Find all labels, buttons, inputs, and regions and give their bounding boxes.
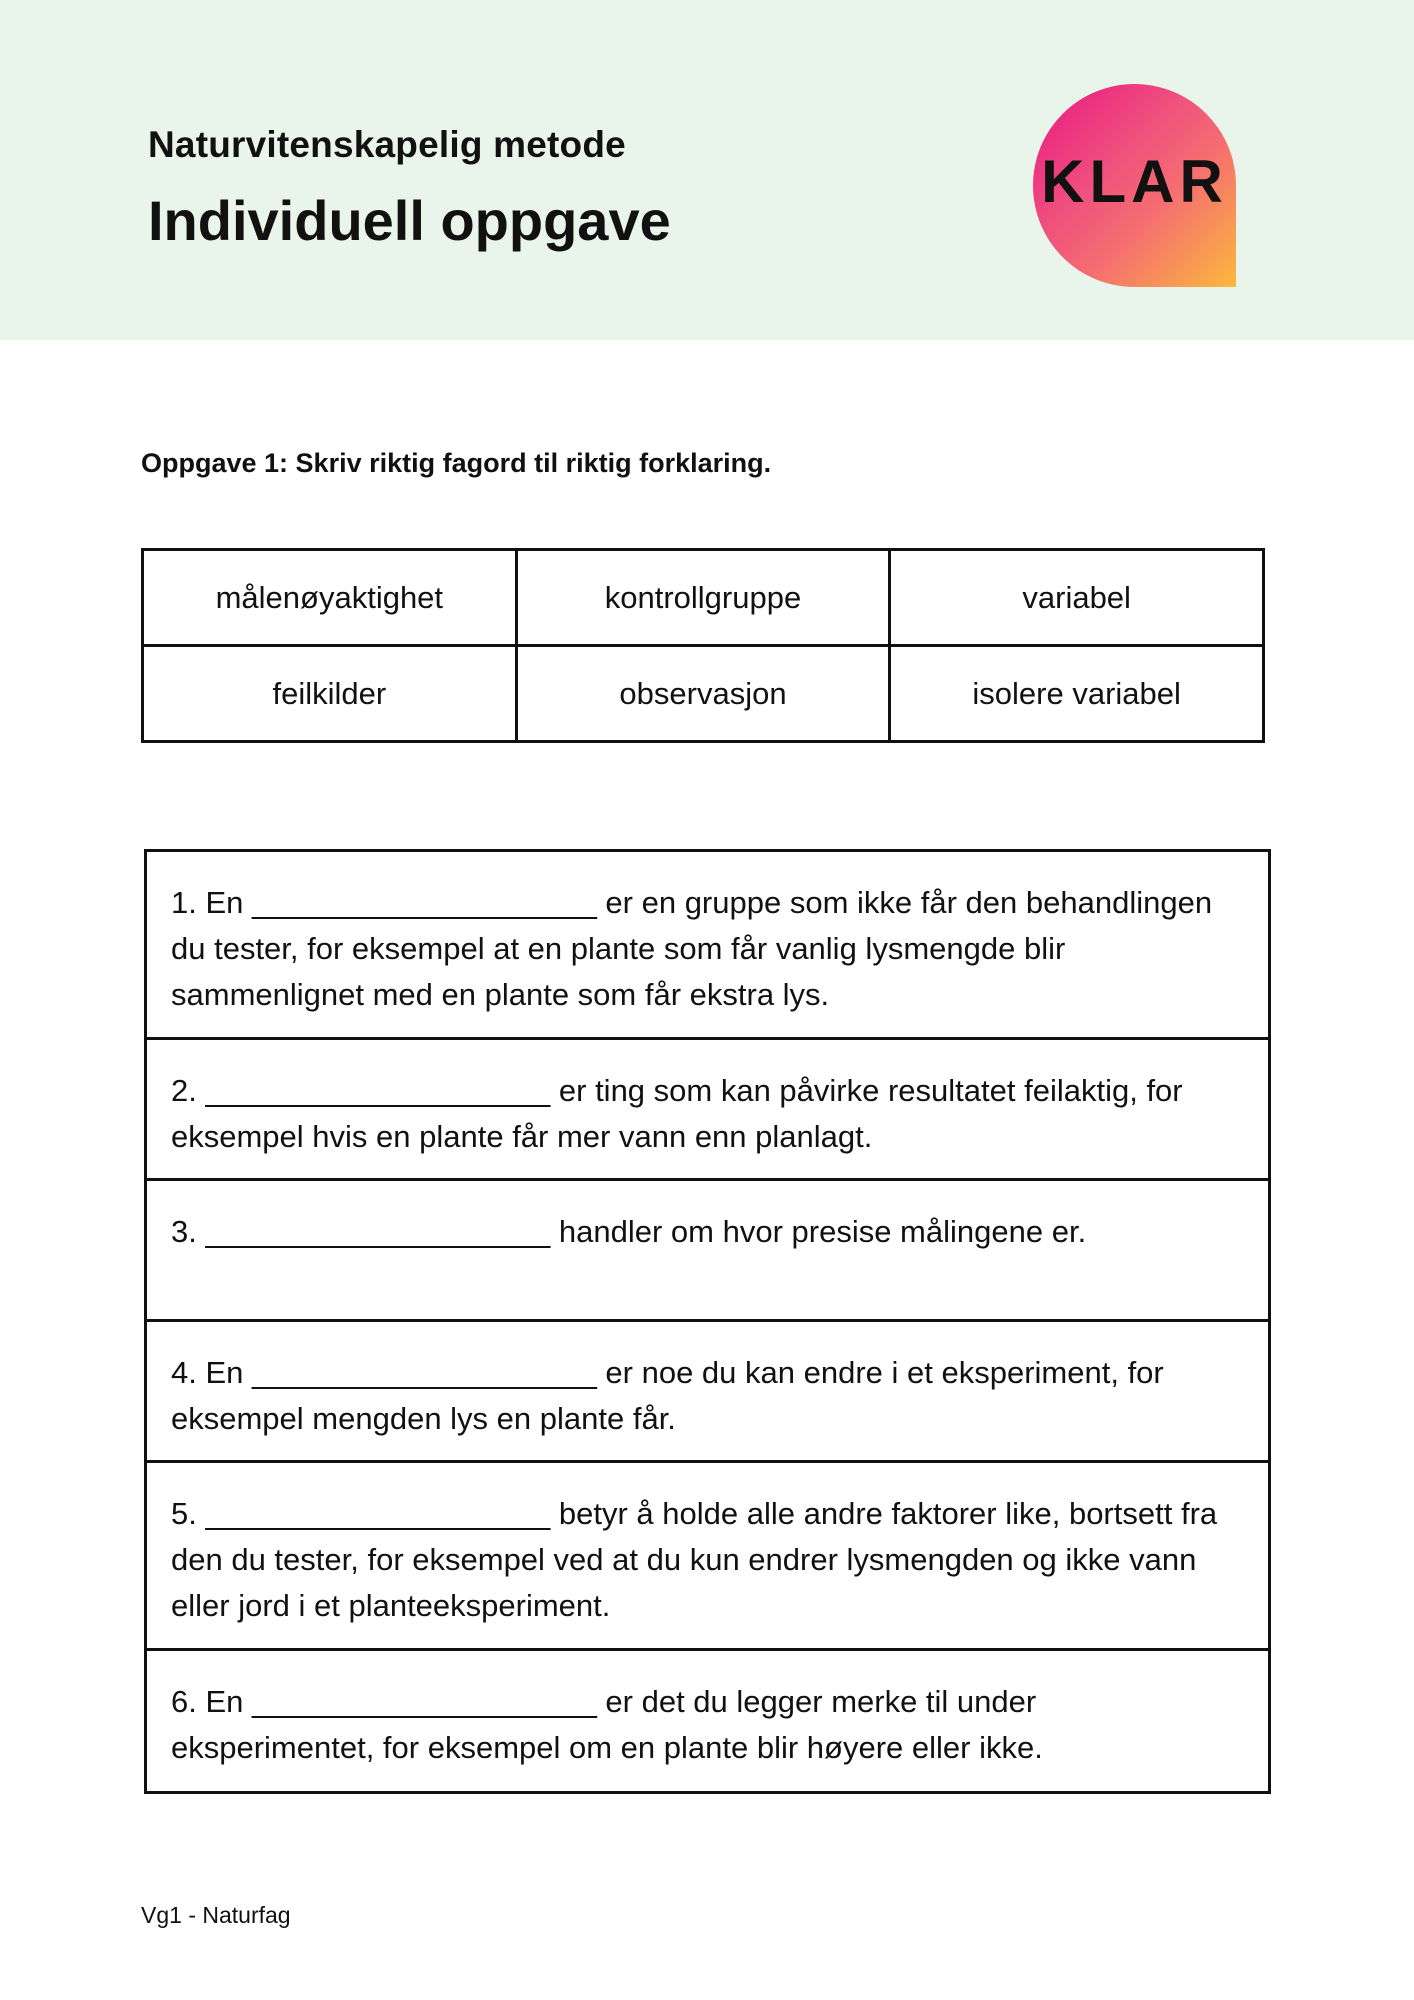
word-bank-cell: observasjon (516, 646, 890, 742)
word-bank-cell: isolere variabel (890, 646, 1264, 742)
page-title: Individuell oppgave (148, 189, 671, 252)
klar-logo (1033, 84, 1236, 287)
word-bank-table (141, 548, 1265, 743)
question-row-2: 2. ____________________ er ting som kan påvirke resultatet feilaktig, for eksempel hvis en plante får mer vann enn planlagt. (147, 1040, 1268, 1181)
header-band (0, 0, 1414, 340)
word-bank-cell: målenøyaktighet (143, 550, 517, 646)
logo-text: KLAR (1041, 148, 1228, 215)
questions-table (144, 849, 1271, 1794)
footer-text: Vg1 - Naturfag (141, 1902, 291, 1928)
word-bank-row (143, 550, 1264, 646)
task-heading: Oppgave 1: Skriv riktig fagord til riktig forklaring. (141, 448, 772, 478)
word-bank-cell: kontrollgruppe (516, 550, 890, 646)
word-bank-cell: feilkilder (143, 646, 517, 742)
word-bank-cell: variabel (890, 550, 1264, 646)
question-row-6: 6. En ____________________ er det du legger merke til under eksperimentet, for eksempel om en plante blir høyere eller ikke. (171, 1684, 1043, 1765)
question-row-5: 5. ____________________ betyr å holde alle andre faktorer like, bortsett fra den du tester, for eksempel ved at du kun endrer lysmengden og ikke vann eller jord i et planteeksperiment. (147, 1463, 1268, 1651)
word-bank-row (143, 646, 1264, 742)
question-row-4: 4. En ____________________ er noe du kan endre i et eksperiment, for eksempel mengden lys en plante får. (147, 1322, 1268, 1463)
subject-title: Naturvitenskapelig metode (148, 124, 626, 165)
question-row-1: 1. En ____________________ er en gruppe som ikke får den behandlingen du tester, for eksempel at en plante som får vanlig lysmengde blir sammenlignet med en plante som får ekstra lys. (147, 852, 1268, 1040)
question-row-3: 3. ____________________ handler om hvor presise målingene er. (147, 1181, 1268, 1322)
